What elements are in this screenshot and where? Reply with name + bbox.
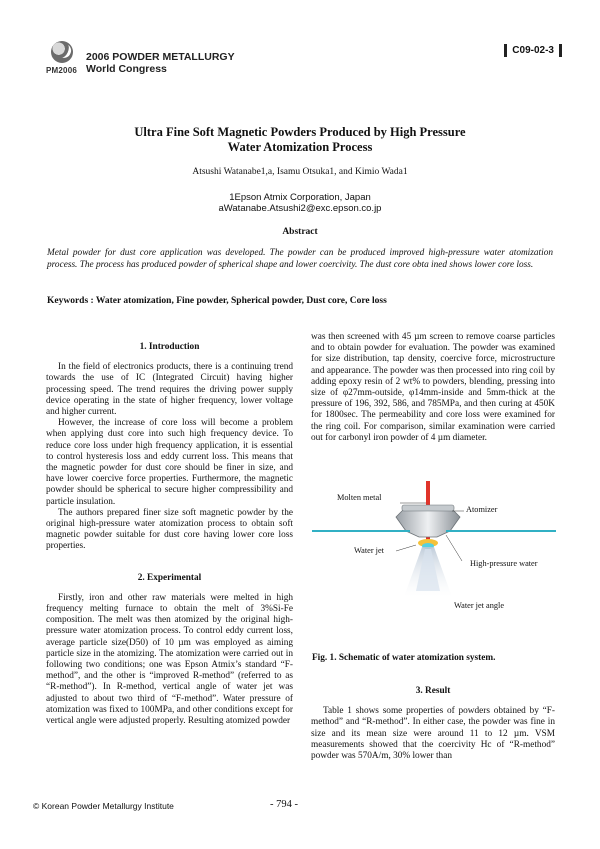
left-column <box>46 342 293 727</box>
result-heading: 3. Result <box>415 686 451 696</box>
label-molten-metal: Molten metal <box>337 493 382 502</box>
right-column-bottom <box>311 686 555 762</box>
authors: Atsushi Watanabe1,a, Isamu Otsuka1, and Kimio Wada1 <box>192 167 408 177</box>
copyright: © Korean Powder Metallurgy Institute <box>33 801 174 811</box>
logo-text: PM2006 <box>46 66 77 75</box>
event-line-1: 2006 POWDER METALLURGY <box>86 51 235 63</box>
experimental-heading: 2. Experimental <box>137 572 202 583</box>
abstract-heading: Abstract <box>282 227 318 237</box>
page-number: - 794 - <box>270 799 298 810</box>
title-line-1: Ultra Fine Soft Magnetic Powders Produced by High Pressure <box>134 125 466 139</box>
intro-paragraph-2: However, the increase of core loss will become a problem when applying dust core into such high frequency device. To reduce core loss under high frequency application, it is essential to control hysteresis loss and eddy current loss. This means that the magnetic powder for dust core should be finer in size, and have lower coercive force properties. Furthermore, the magnetic powder should be spherical to secure higher compressibility and particle insulation. <box>46 418 293 507</box>
affiliation: 1Epson Atmix Corporation, Japan <box>229 192 371 203</box>
paper-title <box>40 125 560 155</box>
title-line-2: Water Atomization Process <box>227 140 373 154</box>
event-line-2: World Congress <box>86 63 167 75</box>
label-water-jet: Water jet <box>354 546 384 555</box>
atomizer-body <box>396 509 460 537</box>
experimental-paragraph-1: Firstly, iron and other raw materials were melted in high frequency melting furnace to obtain the melt of 3%Si-Fe composition. The melt was then atomized by the original high-pressure water atomization process. To control eddy current loss, average particle size(D50) of 10 µm was employed as aiming particle size in the atomizing. The atomization were carried out in following two conditions; one was Epson Atmix’s standard “F-method”, and the other is “improved R-method” (referred to as “R-method”). In R-method, vertical angle of water jet was adjusted to about two third of “F-method”. Water pressure of atomization was fixed to 100MPa, and other conditions except for vertical angle were adjusted properly. Resulting atomized powder <box>46 592 293 727</box>
intro-paragraph-1: In the field of electronics products, there is a continuing trend towards the use of IC (Integrated Circuit) having higher processing speed. The trend requires the driving power supply device operating in the state of higher frequency, lower voltage and higher current. <box>46 362 293 418</box>
intro-paragraph-3: The authors prepared finer size soft magnetic powder by the original high-pressure water atomization process to obtain soft magnetic powder suitable for dust core having lower core loss properties. <box>46 507 293 552</box>
right-column-top <box>311 332 555 444</box>
keywords: Keywords : Water atomization, Fine powder, Spherical powder, Dust core, Core loss <box>47 296 387 306</box>
result-paragraph-1: Table 1 shows some properties of powders obtained by “F-method” and “R-method”. In either case, the powder was fine in size and its mean size were around 11 to 12 µm. VSM measurements showed that the coercivity Hc of “R-method” powder was 570A/m, 30% lower than <box>311 706 555 762</box>
congress-logo-icon <box>51 41 73 63</box>
introduction-heading: 1. Introduction <box>139 342 200 352</box>
label-high-pressure-water: High-pressure water <box>470 559 538 568</box>
affiliation-block <box>40 192 560 214</box>
experimental-paragraph-2: was then screened with 45 µm screen to remove coarse particles and to obtain powder for evaluation. The powder was examined for size distribution, tap density, coercive force, microstructure and appearance. The powder was then processed into ring coil by adding epoxy resin of 2 wt% to powders, blending, pressing into size of φ27mm-outside, φ14mm-inside and 5mm-thick at the pressure of 196, 392, 586, and 785MPa, and then curing at 450K for 1800sec. The permeability and core loss were examined for the ring coil. For comparison, similar examination were carried out for carbonyl iron powder of 4 µm diameter. <box>311 332 555 443</box>
event-name <box>86 51 235 75</box>
figure-atomization-schematic <box>312 479 556 645</box>
paper-code-badge: C09-02-3 <box>504 44 562 57</box>
label-atomizer: Atomizer <box>466 505 498 514</box>
email: aWatanabe.Atsushi2@exc.epson.co.jp <box>218 203 382 214</box>
label-water-jet-angle: Water jet angle <box>454 601 505 610</box>
abstract-text: Metal powder for dust core application was developed. The powder can be produced improved high-pressure water atomization process. The process has produced powder of spherical shape and lower coercivity. The dust core obta ined shows lower core loss. <box>47 248 553 270</box>
figure-caption: Fig. 1. Schematic of water atomization system. <box>312 653 496 663</box>
